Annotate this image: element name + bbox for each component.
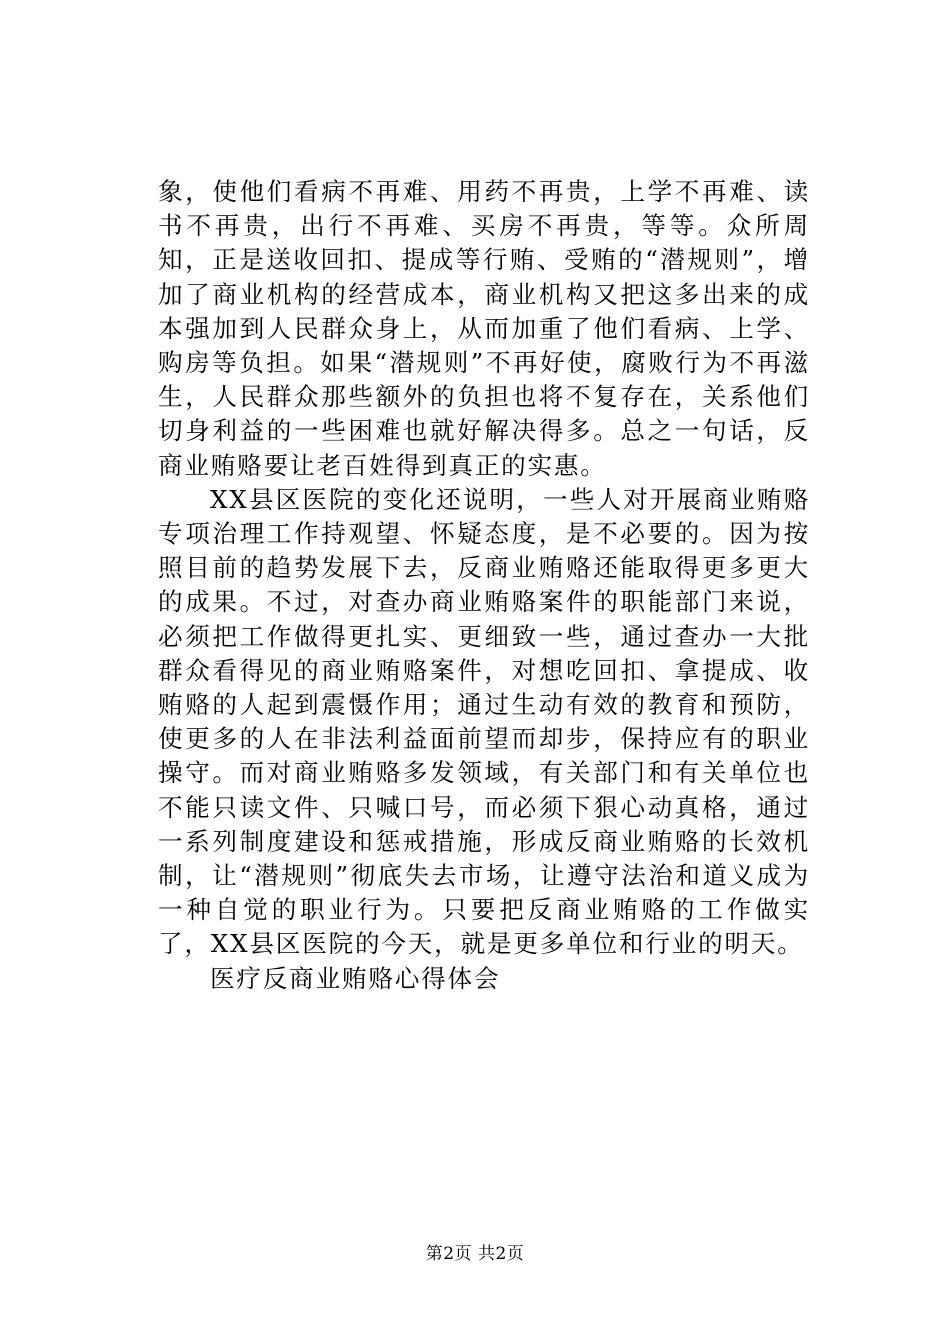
document-body xyxy=(158,175,810,996)
page-number-footer: 第2页 共2页 xyxy=(425,1244,525,1264)
document-title-line: 医疗反商业贿赂心得体会 xyxy=(210,963,501,993)
paragraph-continuation: 象，使他们看病不再难、用药不再贵，上学不再难、读书不再贵，出行不再难、买房不再贵，等等。众所周知，正是送收回扣、提成等行贿、受贿的“潜规则”，增加了商业机构的经营成本，商业机构又把这多出来的成本强加到人民群众身上，从而加重了他们看病、上学、购房等负担。如果“潜规则”不再好使，腐败行为不再滋生，人民群众那些额外的负担也将不复存在，关系他们切身利益的一些困难也就好解决得多。总之一句话，反商业贿赂要让老百姓得到真正的实惠。 xyxy=(158,177,810,480)
paragraph-hospital-change: XX县区医院的变化还说明，一些人对开展商业贿赂专项治理工作持观望、怀疑态度，是不必要的。因为按照目前的趋势发展下去，反商业贿赂还能取得更多更大的成果。不过，对查办商业贿赂案件的职能部门来说，必须把工作做得更扎实、更细致一些，通过查办一大批群众看得见的商业贿赂案件，对想吃回扣、拿提成、收贿赂的人起到震慑作用；通过生动有效的教育和预防，使更多的人在非法利益面前望而却步，保持应有的职业操守。而对商业贿赂多发领域，有关部门和有关单位也不能只读文件、只喊口号，而必须下狠心动真格，通过一系列制度建设和惩戒措施，形成反商业贿赂的长效机制，让“潜规则”彻底失去市场，让遵守法治和道义成为一种自觉的职业行为。只要把反商业贿赂的工作做实了，XX县区医院的今天，就是更多单位和行业的明天。 xyxy=(158,484,810,959)
